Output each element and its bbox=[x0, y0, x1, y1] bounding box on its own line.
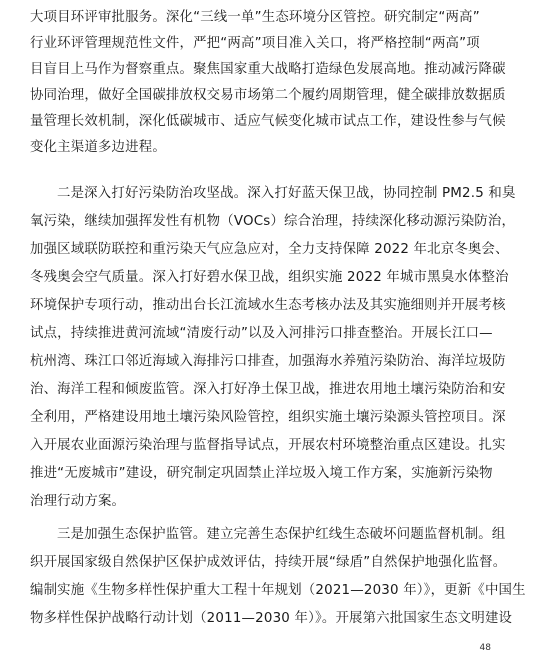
text-line: 织开展国家级自然保护区保护成效评估，持续开展“绿盾”自然保护地强化监督。 bbox=[30, 555, 507, 570]
text-line: 杭州湾、珠江口邻近海域入海排污口排查，加强海水养殖污染防治、海洋垃圾防 bbox=[30, 354, 506, 369]
text-line: 治理行动方案。 bbox=[30, 494, 126, 509]
text-line: 目盲目上马作为督察重点。聚焦国家重大战略打造绿色发展高地。推动减污降碳 bbox=[30, 62, 506, 77]
text-line: 入开展农业面源污染治理与监督指导试点，开展农村环境整治重点区建设。扎实 bbox=[30, 438, 506, 453]
text-line: 冬残奥会空气质量。深入打好碧水保卫战，组织实施 2022 年城市黑臭水体整治 bbox=[30, 270, 509, 285]
text-line: 推进“无废城市”建设，研究制定巩固禁止洋垃圾入境工作方案，实施新污染物 bbox=[30, 466, 493, 481]
text-line: 试点，持续推进黄河流域“清废行动”以及入河排污口排查整治。开展长江口— bbox=[30, 326, 493, 341]
paragraph-3 bbox=[30, 527, 526, 640]
paragraph-1 bbox=[30, 11, 514, 167]
page-number: 48 bbox=[479, 643, 491, 653]
text-line: 大项目环评审批服务。深化“三线一单”生态环境分区管控。研究制定“两高” bbox=[30, 10, 480, 25]
text-line: 三是加强生态保护监管。建立完善生态保护红线生态破坏问题监督机制。组 bbox=[57, 527, 506, 542]
text-line: 行业环评管理规范性文件，严把“两高”项目准入关口，将严格控制“两高”项 bbox=[30, 36, 480, 51]
text-line: 全利用，严格建设用地土壤污染风险管控，组织实施土壤污染源头管控项目。深 bbox=[30, 410, 506, 425]
text-line: 变化主渠道多边进程。 bbox=[30, 140, 166, 155]
text-line: 量管理长效机制，深化低碳城市、适应气候变化城市试点工作，建设性参与气候 bbox=[30, 114, 506, 129]
text-line: 环境保护专项行动，推动出台长江流域水生态考核办法及其实施细则并开展考核 bbox=[30, 298, 506, 313]
text-line: 治、海洋工程和倾废监管。深入打好净土保卫战，推进农用地土壤污染防治和安 bbox=[30, 382, 506, 397]
text-line: 二是深入打好污染防治攻坚战。深入打好蓝天保卫战，协同控制 PM2.5 和臭 bbox=[57, 186, 516, 201]
text-line: 协同治理，做好全国碳排放权交易市场第二个履约周期管理，健全碳排放数据质 bbox=[30, 88, 506, 103]
text-line: 物多样性保护战略行动计划（2011—2030 年）》。开展第六批国家生态文明建设 bbox=[30, 611, 513, 626]
text-line: 氧污染，继续加强挥发性有机物（VOCs）综合治理，持续深化移动源污染防治， bbox=[30, 214, 516, 229]
text-line: 编制实施《生物多样性保护重大工程十年规划（2021—2030 年）》，更新《中国生 bbox=[30, 583, 526, 598]
text-line: 加强区域联防联控和重污染天气应急应对，全力支持保障 2022 年北京冬奥会、 bbox=[30, 242, 509, 257]
paragraph-2 bbox=[30, 187, 514, 523]
